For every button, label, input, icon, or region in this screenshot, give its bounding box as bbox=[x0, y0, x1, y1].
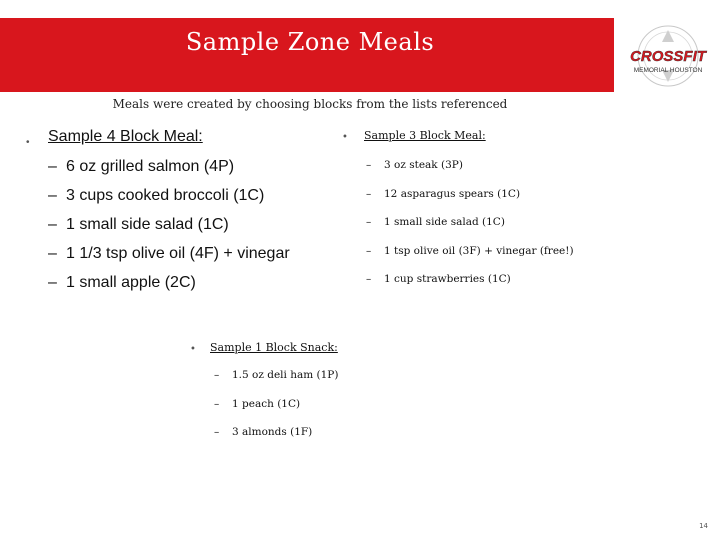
meal-3-block-heading-row bbox=[342, 127, 574, 155]
snack-1-block-heading: Sample 1 Block Snack: bbox=[210, 341, 338, 354]
bullet-dot-icon: • bbox=[190, 344, 196, 355]
list-item-text: 6 oz grilled salmon (4P) bbox=[66, 158, 235, 175]
list-item-text: 3 almonds (1F) bbox=[232, 426, 313, 438]
list-item bbox=[366, 212, 574, 241]
list-item bbox=[48, 185, 290, 214]
list-item-text: 1 small apple (2C) bbox=[66, 274, 196, 291]
list-item-text: 3 oz steak (3P) bbox=[384, 159, 463, 171]
dash-icon: – bbox=[366, 159, 372, 171]
list-item-text: 1.5 oz deli ham (1P) bbox=[232, 369, 339, 381]
slide-subtitle: Meals were created by choosing blocks from the lists referenced bbox=[112, 97, 508, 111]
snack-1-block-heading-row bbox=[190, 339, 338, 365]
list-item-text: 1 peach (1C) bbox=[232, 397, 301, 410]
dash-icon: – bbox=[366, 273, 372, 285]
meal-3-block-list bbox=[366, 155, 574, 298]
list-item bbox=[214, 422, 338, 451]
list-item-text: 1 small side salad (1C) bbox=[384, 216, 505, 228]
list-item bbox=[48, 243, 290, 272]
list-item bbox=[366, 269, 574, 298]
crossfit-logo-graphic bbox=[616, 16, 720, 96]
list-item bbox=[48, 272, 290, 301]
dash-icon: – bbox=[48, 158, 57, 175]
list-item-text: 1 tsp olive oil (3F) + vinegar (free!) bbox=[384, 244, 574, 257]
snack-1-block-list bbox=[214, 365, 338, 451]
dash-icon: – bbox=[48, 187, 57, 204]
meal-4-block-list bbox=[48, 156, 290, 301]
meal-4-block bbox=[26, 126, 290, 301]
bullet-dot-icon: • bbox=[342, 132, 348, 143]
dash-icon: – bbox=[48, 216, 57, 233]
list-item bbox=[366, 184, 574, 213]
list-item bbox=[48, 156, 290, 185]
logo-location-text: MEMORIAL HOUSTON bbox=[633, 67, 703, 74]
bullet-dot-icon: • bbox=[26, 137, 30, 148]
page-number: 14 bbox=[699, 522, 708, 530]
logo-brand-text: CROSSFIT bbox=[630, 48, 706, 65]
dash-icon: – bbox=[366, 216, 372, 228]
list-item-text: 1 small side salad (1C) bbox=[66, 216, 229, 233]
meal-4-block-heading-row bbox=[26, 126, 290, 156]
meal-3-block bbox=[342, 127, 574, 298]
dash-icon: – bbox=[48, 274, 57, 291]
dash-icon: – bbox=[214, 397, 220, 410]
dash-icon: – bbox=[48, 245, 57, 262]
list-item-text: 1 1/3 tsp olive oil (4F) + vinegar bbox=[66, 245, 290, 262]
snack-1-block bbox=[190, 339, 338, 451]
slide-title: Sample Zone Meals bbox=[185, 28, 435, 56]
crossfit-logo bbox=[616, 16, 720, 96]
list-item-text: 3 cups cooked broccoli (1C) bbox=[66, 187, 265, 204]
dash-icon: – bbox=[214, 369, 220, 381]
list-item bbox=[366, 155, 574, 184]
list-item bbox=[214, 394, 338, 423]
meal-4-block-heading: Sample 4 Block Meal: bbox=[48, 128, 203, 145]
list-item bbox=[48, 214, 290, 243]
dash-icon: – bbox=[214, 426, 220, 438]
list-item-text: 1 cup strawberries (1C) bbox=[384, 273, 511, 285]
dash-icon: – bbox=[366, 244, 372, 257]
meal-3-block-heading: Sample 3 Block Meal: bbox=[364, 129, 486, 142]
dash-icon: – bbox=[366, 187, 372, 200]
list-item bbox=[366, 241, 574, 270]
list-item-text: 12 asparagus spears (1C) bbox=[384, 187, 521, 200]
list-item bbox=[214, 365, 338, 394]
